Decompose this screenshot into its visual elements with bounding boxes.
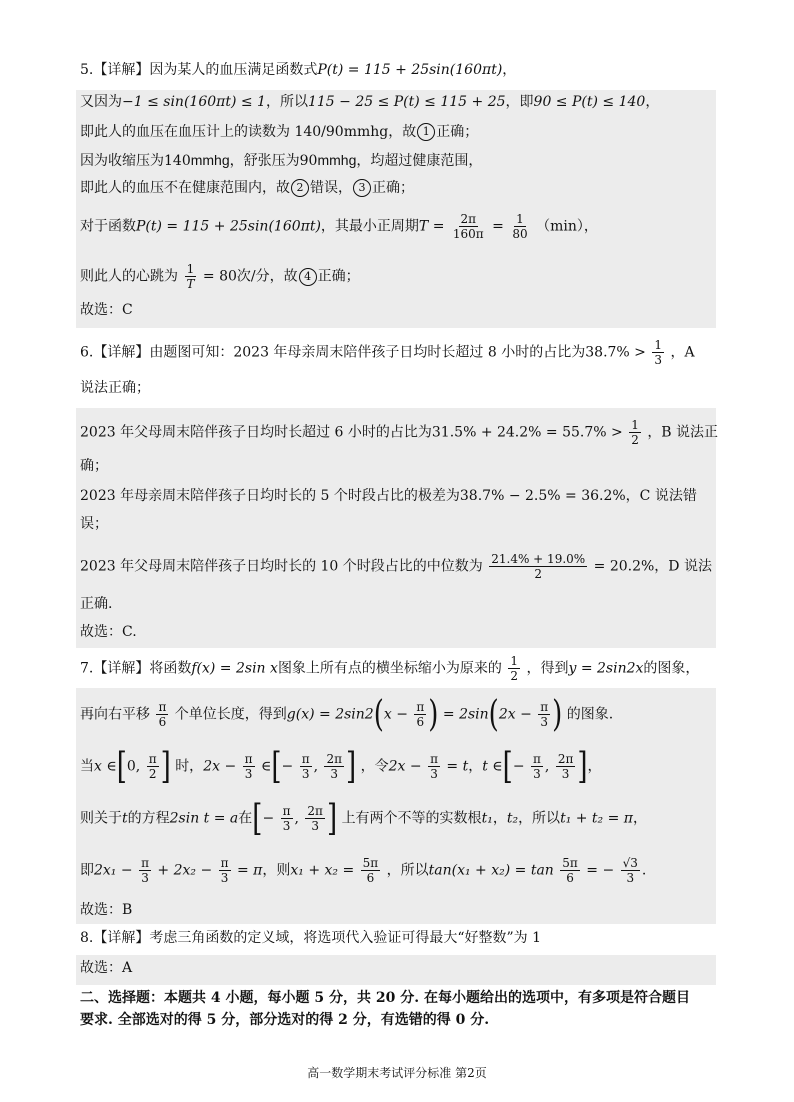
fraction: $\frac{\pi}{3}$: [540, 700, 549, 729]
fraction: $\frac{\pi}{3}$: [244, 752, 253, 781]
fraction: $\frac{21.4\% + 19.0\%}{2}$: [491, 552, 586, 581]
page-footer: 高一数学期末考试评分标准 第2页: [307, 1066, 487, 1080]
q6-line-8: 正确.: [80, 596, 113, 612]
q7-line-1: 7.【详解】将函数f(x) = 2sin x图象上所有点的横坐标缩小为原来的 $\frac{1}{2}$ ，得到y = 2sin2x的图象，: [80, 654, 700, 683]
circled-number: 4: [299, 268, 317, 286]
fraction: $\frac{\pi}{3}$: [301, 752, 310, 781]
fraction: $\frac{\pi}{3}$: [430, 752, 438, 781]
section-2-line-2: 要求. 全部选对的得 5 分，部分选对的得 2 分，有选错的得 0 分.: [80, 1012, 490, 1028]
q5-line-6: 对于函数P(t) = 115 + 25sin(160πt)，其最小正周期T = $\frac{2\pi}{160\pi}$ = $\frac{1}{80}$ （min），: [80, 212, 598, 241]
fraction: $\frac{1}{80}$: [512, 212, 528, 241]
q5-line-3: 即此人的血压在血压计上的读数为 140/90mmhg，故 1 正确；: [80, 124, 479, 140]
q7-line-4: 则关于t的方程2sin t = a在[− $\frac{\pi}{3}$ , $\frac{2\pi}{3}$ ] 上有两个不等的实数根t₁，t₂，所以t₁ + t₂ = π，: [80, 797, 648, 840]
fraction: $\frac{\pi}{6}$: [416, 700, 425, 729]
fraction: $\frac{√3}{3}$: [622, 856, 638, 885]
fraction: $\frac{\pi}{3}$: [220, 856, 229, 885]
q5-line-5: 即此人的血压不在健康范围内，故 2 错误， 3 正确；: [80, 180, 414, 196]
fraction: $\frac{5\pi}{6}$: [562, 856, 578, 885]
circled-number: 2: [291, 179, 309, 197]
q6-line-9: 故选：C.: [80, 624, 137, 640]
fraction: $\frac{2\pi}{3}$: [326, 752, 343, 781]
fraction: $\frac{\pi}{3}$: [282, 804, 291, 833]
fraction: $\frac{\pi}{2}$: [148, 752, 157, 781]
section-2-line-1: 二、选择题：本题共 4 小题，每小题 5 分，共 20 分. 在每小题给出的选项中，有多项是符合题目: [80, 990, 690, 1006]
fraction: $\frac{1}{T}$: [186, 262, 195, 291]
q5-line-7: 则此人的心跳为 $\frac{1}{T}$ = 80次/分，故 4 正确；: [80, 262, 360, 291]
shade-q8: [76, 955, 716, 985]
circled-number: 3: [353, 179, 371, 197]
q5-line-2: 又因为−1 ≤ sin(160πt) ≤ 1，所以115 − 25 ≤ P(t) ≤ 115 + 25，即90 ≤ P(t) ≤ 140，: [80, 94, 660, 110]
q6-line-3: 2023 年父母周末陪伴孩子日均时长超过 6 小时的占比为31.5% + 24.2% = 55.7% > $\frac{1}{2}$ ，B 说法正: [80, 418, 719, 447]
fraction: $\frac{1}{2}$: [510, 654, 519, 683]
fraction: $\frac{1}{2}$: [631, 418, 639, 447]
q6-line-1: 6.【详解】由题图可知：2023 年母亲周末陪伴孩子日均时长超过 8 小时的占比为38.7% > $\frac{1}{3}$ ，A: [80, 338, 695, 367]
fraction: $\frac{\pi}{3}$: [533, 752, 541, 781]
q7-line-5: 即2x₁ − $\frac{\pi}{3}$ + 2x₂ − $\frac{\pi}{3}$ = π，则x₁ + x₂ = $\frac{5\pi}{6}$ ，所以tan(x₁ + x₂) = tan $\frac{5\pi}{6}$ = − $\frac{√3}{3}$ .: [80, 856, 647, 885]
fraction: $\frac{2\pi}{3}$: [307, 804, 323, 833]
q6-line-7: 2023 年父母周末陪伴孩子日均时长的 10 个时段占比的中位数为 $\frac{21.4\% + 19.0\%}{2}$ = 20.2%，D 说法: [80, 552, 712, 581]
fraction: $\frac{5\pi}{6}$: [362, 856, 379, 885]
q5-line-4: 因为收缩压为140mmhg，舒张压为90mmhg，均超过健康范围，: [80, 152, 483, 169]
fraction: $\frac{\pi}{6}$: [158, 700, 167, 729]
q7-line-2: 再向右平移 $\frac{\pi}{6}$ 个单位长度，得到g(x) = 2sin2(x − $\frac{\pi}{6}$ ) = 2sin(2x − $\frac{\pi}{3}$ ) 的图象.: [80, 693, 614, 736]
q7-line-6: 故选：B: [80, 902, 133, 918]
q6-line-4: 确；: [80, 458, 108, 474]
q6-line-2: 说法正确；: [80, 380, 150, 396]
fraction: $\frac{\pi}{3}$: [141, 856, 149, 885]
fraction: $\frac{1}{3}$: [654, 338, 662, 367]
q8-line-2: 故选：A: [80, 960, 133, 976]
q6-line-5: 2023 年母亲周末陪伴孩子日均时长的 5 个时段占比的极差为38.7% − 2.5% = 36.2%，C 说法错: [80, 488, 697, 504]
q8-line-1: 8.【详解】考虑三角函数的定义域，将选项代入验证可得最大“好整数”为 1: [80, 930, 542, 946]
q5-line-1: 5.【详解】因为某人的血压满足函数式P(t) = 115 + 25sin(160πt)，: [80, 62, 517, 78]
q7-line-3: 当x ∈[0, $\frac{\pi}{2}$ ] 时，2x − $\frac{\pi}{3}$ ∈[− $\frac{\pi}{3}$ , $\frac{2\pi}{3}$ ] ，令2x − $\frac{\pi}{3}$ = t，t ∈[− $\frac{\pi}{3}$ , $\frac{2\pi}{3}$ ]，: [80, 745, 602, 788]
q5-line-8: 故选：C: [80, 302, 133, 318]
circled-number: 1: [417, 123, 435, 141]
fraction: $\frac{2\pi}{160\pi}$: [452, 212, 484, 241]
fraction: $\frac{2\pi}{3}$: [557, 752, 574, 781]
q6-line-6: 误；: [80, 516, 108, 532]
